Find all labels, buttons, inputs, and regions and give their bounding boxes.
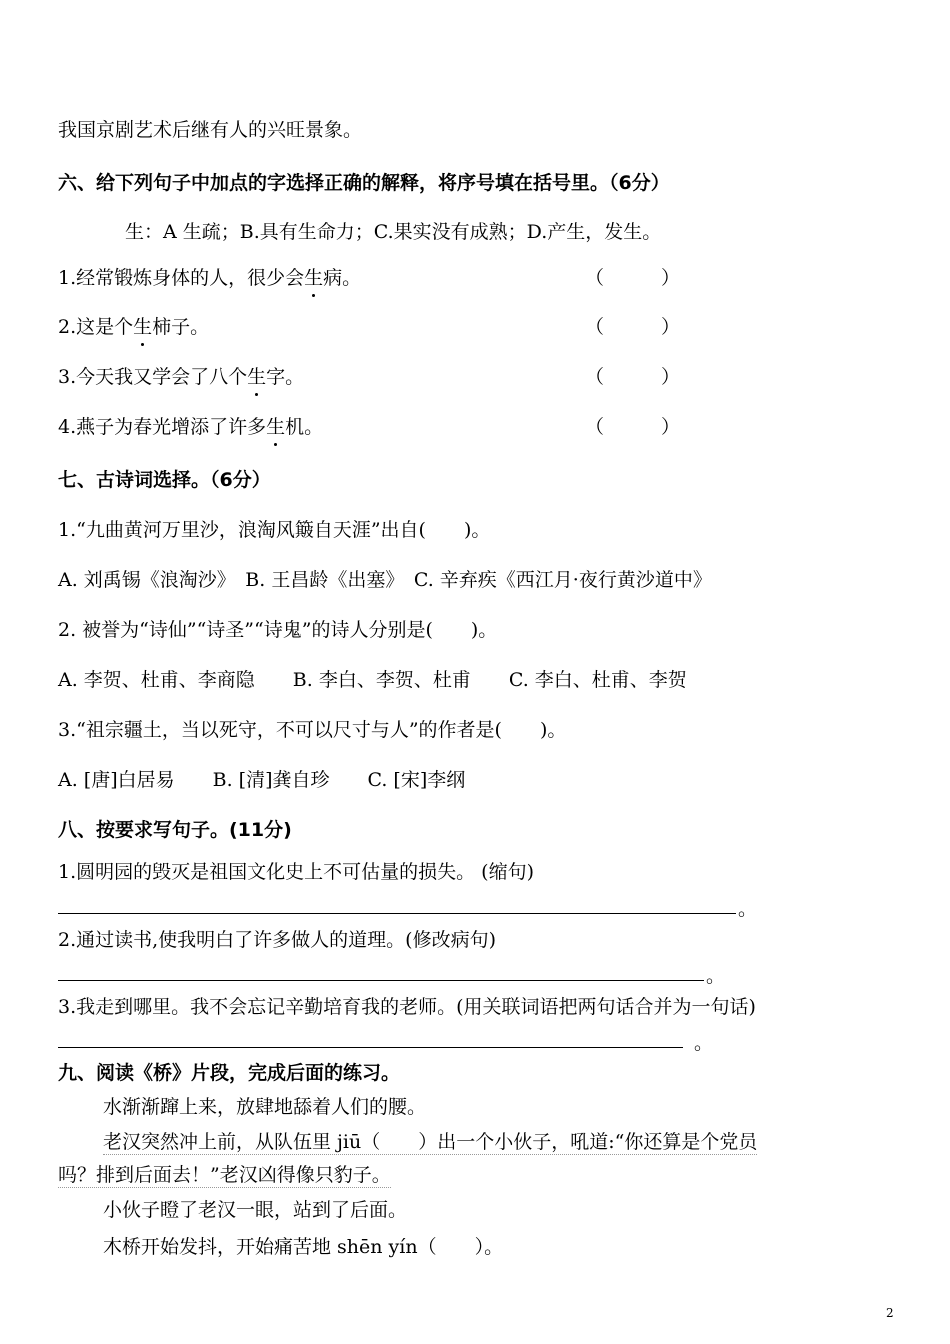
dotted-char: 生 [133, 316, 153, 338]
answer-line-end: 。 [706, 965, 726, 987]
intro-tail: 我国京剧艺术后继有人的兴旺景象。 [58, 119, 363, 141]
page-number: 2 [886, 1306, 894, 1320]
passage-paragraph: 木桥开始发抖，开始痛苦地 shēn yín（ ）。 [103, 1236, 504, 1258]
question-text: 3.今天我又学会了八个 [58, 366, 248, 388]
answer-line[interactable] [58, 913, 736, 914]
answer-line-end: 。 [738, 898, 758, 920]
passage-paragraph: 水渐渐蹿上来，放肆地舔着人们的腰。 [103, 1096, 427, 1118]
sentence-question: 2.通过读书,使我明白了许多做人的道理。(修改病句) [58, 929, 496, 951]
answer-blank[interactable]: （ ） [585, 366, 681, 388]
dotted-char: 生 [247, 366, 267, 388]
question-item [58, 415, 681, 439]
section-6-heading: 六、给下列句子中加点的字选择正确的解释，将序号填在括号里。（6分） [58, 172, 670, 194]
section-6-options: 生：A 生疏；B.具有生命力；C.果实没有成熟；D.产生，发生。 [125, 221, 662, 243]
question-item [58, 315, 681, 339]
poem-question: 1.“九曲黄河万里沙，浪淘风簸自天涯”出自( )。 [58, 519, 491, 541]
sentence-question: 1.圆明园的毁灭是祖国文化史上不可估量的损失。 (缩句) [58, 861, 534, 883]
question-text: 2.这是个 [58, 316, 134, 338]
section-9-heading: 九、阅读《桥》片段，完成后面的练习。 [58, 1062, 401, 1084]
poem-options: A. 李贺、杜甫、李商隐 B. 李白、李贺、杜甫 C. 李白、杜甫、李贺 [58, 669, 687, 691]
poem-options: A. 刘禹锡《浪淘沙》 B. 王昌龄《出塞》 C. 辛弃疾《西江月·夜行黄沙道中》 [58, 569, 712, 591]
section-7-heading: 七、古诗词选择。（6分） [58, 469, 271, 491]
question-text: 1.经常锻炼身体的人，很少会 [58, 267, 305, 289]
dotted-char: 生 [304, 267, 324, 289]
question-text: 4.燕子为春光增添了许多 [58, 416, 267, 438]
answer-line-end: 。 [694, 1032, 714, 1054]
question-text: 机。 [285, 416, 324, 438]
question-text: 字。 [266, 366, 305, 388]
question-text: 病。 [323, 267, 362, 289]
answer-blank[interactable]: （ ） [585, 316, 681, 338]
answer-line[interactable] [58, 980, 704, 981]
question-text: 柿子。 [152, 316, 210, 338]
answer-line[interactable] [58, 1047, 683, 1048]
passage-paragraph: 吗？排到后面去！”老汉凶得像只豹子。 [58, 1164, 391, 1186]
section-8-heading: 八、按要求写句子。(11分) [58, 819, 292, 841]
passage-paragraph: 小伙子瞪了老汉一眼，站到了后面。 [103, 1199, 408, 1221]
answer-blank[interactable]: （ ） [585, 416, 681, 438]
dotted-char: 生 [266, 416, 286, 438]
answer-blank[interactable]: （ ） [585, 267, 681, 289]
question-item [58, 266, 681, 290]
sentence-question: 3.我走到哪里。我不会忘记辛勤培育我的老师。(用关联词语把两句话合并为一句话) [58, 996, 756, 1018]
passage-paragraph: 老汉突然冲上前，从队伍里 jiū（ ）出一个小伙子，吼道:“你还算是个党员 [103, 1131, 758, 1153]
poem-options: A. [唐]白居易 B. [清]龚自珍 C. [宋]李纲 [58, 769, 466, 791]
poem-question: 2. 被誉为“诗仙”“诗圣”“诗鬼”的诗人分别是( )。 [58, 619, 498, 641]
question-item [58, 365, 681, 389]
poem-question: 3.“祖宗疆土，当以死守，不可以尺寸与人”的作者是( )。 [58, 719, 567, 741]
